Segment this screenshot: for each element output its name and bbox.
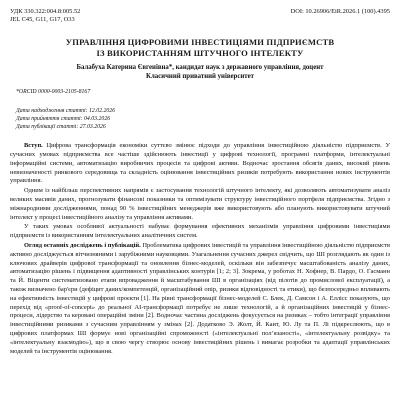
author-line xyxy=(10,64,390,73)
paragraph-introduction xyxy=(10,142,390,186)
udc-code: УДК 330.322:004.8:005.52 xyxy=(10,8,81,15)
title-line: ІЗ ВИКОРИСТАННЯМ ШТУЧНОГО ІНТЕЛЕКТУ xyxy=(96,47,304,58)
classification-codes xyxy=(10,8,80,23)
section-lead: Вступ. xyxy=(24,142,43,150)
article-body xyxy=(10,142,390,356)
author-name: Балабуха Катерина Євгенівна* xyxy=(76,64,173,71)
paragraph-literature-review xyxy=(10,242,390,356)
article-page xyxy=(10,8,390,356)
doi-text: DOI: 10.26906/EiR.2026.1 (100).4395 xyxy=(290,8,390,15)
author-degree: , кандидат наук з державного управління, доцент xyxy=(172,64,324,71)
title-line: УПРАВЛІННЯ ЦИФРОВИМИ ІНВЕСТИЦІЯМИ ПІДПРИЄМСТВ xyxy=(65,37,335,48)
article-header xyxy=(10,8,390,23)
author-block xyxy=(10,64,390,81)
orcid: *ORCID 0000-0003-2105-8167 xyxy=(16,89,91,96)
paragraph-text: Проблематика цифрових інвестицій та управління інвестиційною діяльністю підприємств активно досліджується вітчизняними і зарубіжними науковцями. Узагальнення сучасних джерел свідчить, що ШІ розглядають як один із ключових драйверів цифрової трансформації та оновлення бізнес-моделей, оскільки він забезпечує масштабованість аналізу даних, автоматизацію рішень і підвищення адаптивності управлінських контурів [1; 2; 3]. Зокрема, у роботах Н. Хофнер, В. Пардо, О. Гасманн та Й. Віценти систематизовано етапи впровадження й масштабування ШІ в організаціях (від пілотів до промислової експлуатації), а також визначено бар'єри (дефіцит даних/компетенцій, організаційний опір, ризики відповідності та етики), що безпосередньо впливають на ефективність інвестицій у цифрові проєкти [1]. На рівні трансформації бізнес-моделей С. Блек, Д. Самсон і А. Еллісс показують, що перехід від «proof-of-concept» до реальної AI-трансформації потребує не лише технологій, а й організаційних інвестицій у бізнес-процеси, лідерство та керовані операційні зміни [2]. Водночас частина досліджень фокусується на ризиках – тобто інтеграції управління інвестиційними ризиками з сучасним управлінням у змінах [2]. Додатково Э. Жолт, Й. Каит, Ю. Лу та П. Лі підкреслюють, що в цифрових платформах ШІ формує нові організаційні спроможності («інтелектуальні пол’язаності», «інтелектуальну розвідку» та «інтелектуальну взаємодію»), що в свою чергу створює основу інвестиційних рішень і вимагає розробки та адаптації управлінських моделей та інструментів оцінювання. xyxy=(10,241,390,355)
date-received: Дата надходження статті: 12.02.2026 xyxy=(16,108,116,115)
author-affiliation: Класичний приватний університет xyxy=(146,72,254,80)
doi xyxy=(291,8,390,23)
date-accepted: Дата прийняття статті: 04.03.2026 xyxy=(16,116,111,123)
paragraph-text: Цифрова трансформація економіки суттєво змінює підходи до управління інвестиційною діяльністю підприємств. У сучасних умовах підприємства все частіше здійснюють інвестиції у цифрові технології, програмні платформи, інтелектуальні інформаційні системи, автоматизацію виробничих процесів та цифрові активи. Водночас зростання обсягів даних, високий рівень невизначеності ринкового середовища та складність оцінювання інвестиційних ризиків потребують використання нових інструментів управління. xyxy=(10,142,390,185)
article-title xyxy=(10,37,390,58)
section-lead: Огляд останніх досліджень і публікацій. xyxy=(24,241,141,249)
date-published: Дата публікації статті: 27.03.2026 xyxy=(16,124,106,131)
article-dates xyxy=(10,107,390,131)
paragraph xyxy=(10,187,390,222)
paragraph-text: Одним із найбільш перспективних напрямів є застосування технологій штучного інтелекту, які дозволяють автоматизувати аналіз великих масивів даних, прогнозувати фінансові показники та оптимізувати структуру інвестиційного портфеля підприємства. Згідно з міжнародними дослідженнями, понад 90 % інвестиційних менеджерів вже використовують або планують використовувати штучний інтелект у процесі інвестиційного аналізу та управління активами. xyxy=(10,187,390,221)
paragraph xyxy=(10,223,390,241)
jel-codes: JEL C45, G11, G17, O33 xyxy=(10,15,75,23)
paragraph-text: У таких умовах особливої актуальності набуває формування ефективних механізмів управління цифровими інвестиціями підприємств із використанням інтелектуальних аналітичних систем. xyxy=(10,223,390,240)
